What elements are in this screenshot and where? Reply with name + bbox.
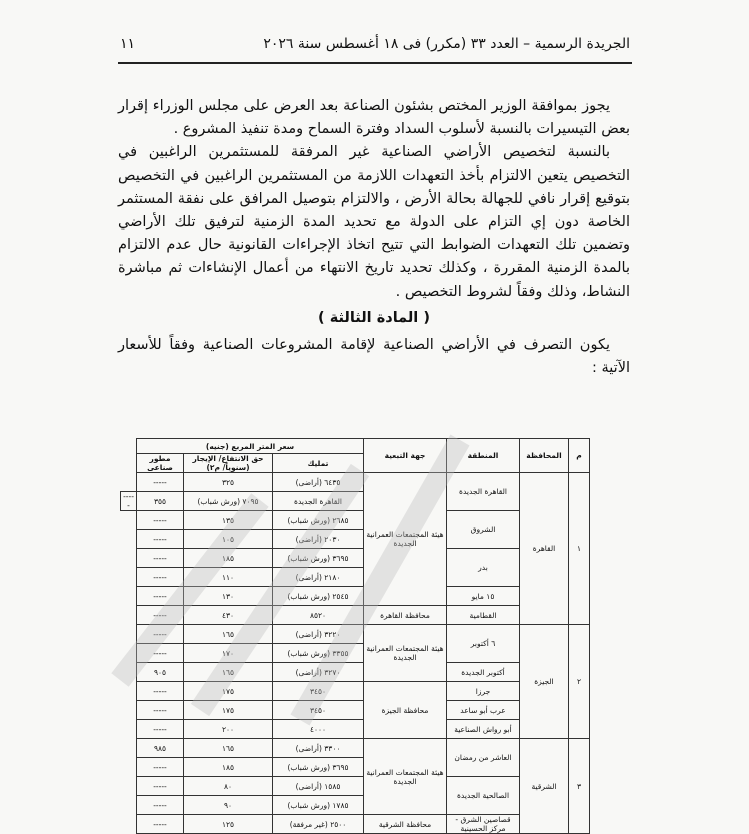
col-developer: مطور صناعى [137, 454, 184, 473]
col-ownership: تمليك [273, 454, 364, 473]
cell-authority: هيئة المجتمعات العمرانية الجديدة [364, 473, 447, 606]
table-row [121, 606, 590, 625]
cell-usufruct: ٢٠٠ [184, 720, 273, 739]
cell-ownership: ٣٢٧٠ (أراضى) [273, 663, 364, 682]
cell-developer: ----- [137, 777, 184, 796]
page-number: ١١ [120, 36, 136, 52]
cell-region: بدر [447, 549, 520, 587]
table-body [121, 473, 590, 834]
cell-developer: ----- [137, 587, 184, 606]
cell-region: الصالحية الجديدة [447, 777, 520, 815]
cell-usufruct: ١٧٥ [184, 682, 273, 701]
col-authority: جهة التبعية [364, 439, 447, 473]
cell-ownership: ٧٠٩٥ (ورش شباب) [184, 492, 273, 511]
cell-ownership: ٣٦٩٥ (ورش شباب) [273, 758, 364, 777]
table-row [121, 815, 590, 834]
cell-developer: ----- [137, 815, 184, 834]
cell-developer: ----- [121, 492, 137, 511]
cell-usufruct: ٤٣٠ [184, 606, 273, 625]
cell-ownership: ٢١٨٠ (أراضى) [273, 568, 364, 587]
cell-usufruct: ١٢٥ [184, 815, 273, 834]
cell-usufruct: ١٦٥ [184, 663, 273, 682]
cell-ownership: ١٥٨٥ (أراضى) [273, 777, 364, 796]
table-row [121, 739, 590, 758]
col-usufruct: حق الانتفاع/ الإيجار (سنوياً/ م٢) [184, 454, 273, 473]
table-row [121, 720, 590, 739]
cell-developer: ----- [137, 606, 184, 625]
page-header [120, 36, 630, 60]
cell-region: العاشر من رمضان [447, 739, 520, 777]
cell-authority: هيئة المجتمعات العمرانية الجديدة [364, 625, 447, 682]
cell-authority: محافظة الشرقية [364, 815, 447, 834]
table-row [121, 587, 590, 606]
cell-usufruct: ١٦٥ [184, 739, 273, 758]
table-row [121, 473, 590, 492]
cell-developer: ----- [137, 625, 184, 644]
cell-usufruct: ١٣٥ [184, 511, 273, 530]
cell-usufruct: ٣٢٥ [184, 473, 273, 492]
table-row [121, 549, 590, 568]
col-governorate: المحافظة [520, 439, 569, 473]
cell-developer: ----- [137, 682, 184, 701]
cell-ownership: ٢٠٣٠ (أراضى) [273, 530, 364, 549]
table-row [121, 777, 590, 796]
cell-developer: ٩٠٥ [137, 663, 184, 682]
cell-authority: هيئة المجتمعات العمرانية الجديدة [364, 739, 447, 815]
cell-governorate: القاهرة [520, 473, 569, 625]
cell-region: الشروق [447, 511, 520, 549]
cell-region: القطامية [447, 606, 520, 625]
cell-region: القاهرة الجديدة [447, 473, 520, 511]
cell-region: عرب أبو ساعد [447, 701, 520, 720]
table-row [121, 701, 590, 720]
cell-usufruct: ١٠٥ [184, 530, 273, 549]
document-body [118, 95, 630, 380]
cell-developer: ----- [137, 701, 184, 720]
cell-usufruct: ٩٠ [184, 796, 273, 815]
cell-usufruct: ١١٠ [184, 568, 273, 587]
cell-usufruct: ١٨٥ [184, 758, 273, 777]
cell-usufruct: ١٨٥ [184, 549, 273, 568]
cell-ownership: ٢٥٠٠ (غير مرفقة) [273, 815, 364, 834]
cell-ownership: ٢٥٤٥ (ورش شباب) [273, 587, 364, 606]
cell-developer: ----- [137, 644, 184, 663]
col-price-group: سعر المتر المربع (جنيه) [137, 439, 364, 454]
cell-developer: ----- [137, 796, 184, 815]
article-title: ( المادة الثالثة ) [318, 309, 430, 326]
cell-developer: ٩٨٥ [137, 739, 184, 758]
paragraph: بالنسبة لتخصيص الأراضي الصناعية غير المرفقة للمستثمرين الراغبين في التخصيص يتعين الالتزام بأخذ التعهدات اللازمة من المستثمرين الراغبين في التخصيص بتوقيع إقرار نافي للجهالة بحالة الأرض ، والالتزام بتوصيل المرافق على نفقة المستثمر الخاصة دون إي التزام على الدولة مع تحديد المدة الزمنية لترفيق تلك الأراضي وتضمين تلك التعهدات الضوابط التي تتيح اتخاذ الإجراءات القانونية حال عدم الالتزام بالمدة الزمنية المقررة ، وكذلك تحديد تاريخ الانتهاء من أعمال الإنشاءات ثم مباشرة النشاط، وذلك وفقاً لشروط التخصيص . [118, 144, 630, 300]
cell-governorate: الشرقية [520, 739, 569, 834]
cell-usufruct: ١٦٥ [184, 625, 273, 644]
cell-developer: ----- [137, 549, 184, 568]
cell-ownership: ٣٢٢٠ (أراضى) [273, 625, 364, 644]
cell-region: ٦ أكتوبر [447, 625, 520, 663]
cell-usufruct: ١٣٠ [184, 587, 273, 606]
article-text: يكون التصرف في الأراضي الصناعية لإقامة المشروعات الصناعية وفقاً للأسعار الآتية : [118, 337, 630, 377]
cell-developer: ----- [137, 530, 184, 549]
cell-usufruct: ١٧٠ [184, 644, 273, 663]
cell-region: أبو رواش الصناعية [447, 720, 520, 739]
col-num: م [569, 439, 590, 473]
cell-num: ١ [569, 473, 590, 625]
cell-ownership: ٢٦٨٥ (ورش شباب) [273, 511, 364, 530]
cell-region: أكتوبر الجديدة [447, 663, 520, 682]
cell-ownership: ٦٤٣٥ (أراضى) [273, 473, 364, 492]
cell-ownership: ٣٦٩٥ (ورش شباب) [273, 549, 364, 568]
cell-usufruct: ١٧٥ [184, 701, 273, 720]
cell-num: ٣ [569, 739, 590, 834]
paragraph: يجوز بموافقة الوزير المختص بشئون الصناعة بعد العرض على مجلس الوزراء إقرار بعض التيسيرات بالنسبة لأسلوب السداد وفترة السماح ومدة تنفيذ المشروع . [118, 98, 630, 138]
gazette-title: الجريدة الرسمية – العدد ٣٣ (مكرر) فى ١٨ أغسطس سنة ٢٠٢٦ [263, 36, 630, 52]
table-row [121, 511, 590, 530]
cell-ownership: ٣٤٥٠ [273, 701, 364, 720]
cell-usufruct: ٣٥٥ [137, 492, 184, 511]
cell-developer: ----- [137, 568, 184, 587]
table-row [121, 625, 590, 644]
cell-developer: ----- [137, 473, 184, 492]
cell-ownership: ٣٣٥٥ (ورش شباب) [273, 644, 364, 663]
cell-ownership: ٨٥٢٠ [273, 606, 364, 625]
cell-authority: محافظة القاهرة [364, 606, 447, 625]
col-region: المنطقة [447, 439, 520, 473]
cell-usufruct: ٨٠ [184, 777, 273, 796]
cell-ownership: ١٧٨٥ (ورش شباب) [273, 796, 364, 815]
table-row [121, 682, 590, 701]
cell-authority: محافظة الجيزة [364, 682, 447, 739]
price-table [120, 438, 590, 834]
cell-governorate: الجيزة [520, 625, 569, 739]
cell-ownership: ٣٤٥٠ [273, 682, 364, 701]
cell-num: ٢ [569, 625, 590, 739]
cell-developer: ----- [137, 758, 184, 777]
cell-developer: ----- [137, 720, 184, 739]
cell-region: القاهرة الجديدة [273, 492, 364, 511]
table-row [121, 663, 590, 682]
header-rule [118, 62, 632, 64]
cell-ownership: ٤٠٠٠ [273, 720, 364, 739]
cell-developer: ----- [137, 511, 184, 530]
cell-region: جرزا [447, 682, 520, 701]
cell-region: ١٥ مايو [447, 587, 520, 606]
cell-region: قصاصين الشرق - مركز الحسينية [447, 815, 520, 834]
cell-ownership: ٣٣٠٠ (أراضى) [273, 739, 364, 758]
